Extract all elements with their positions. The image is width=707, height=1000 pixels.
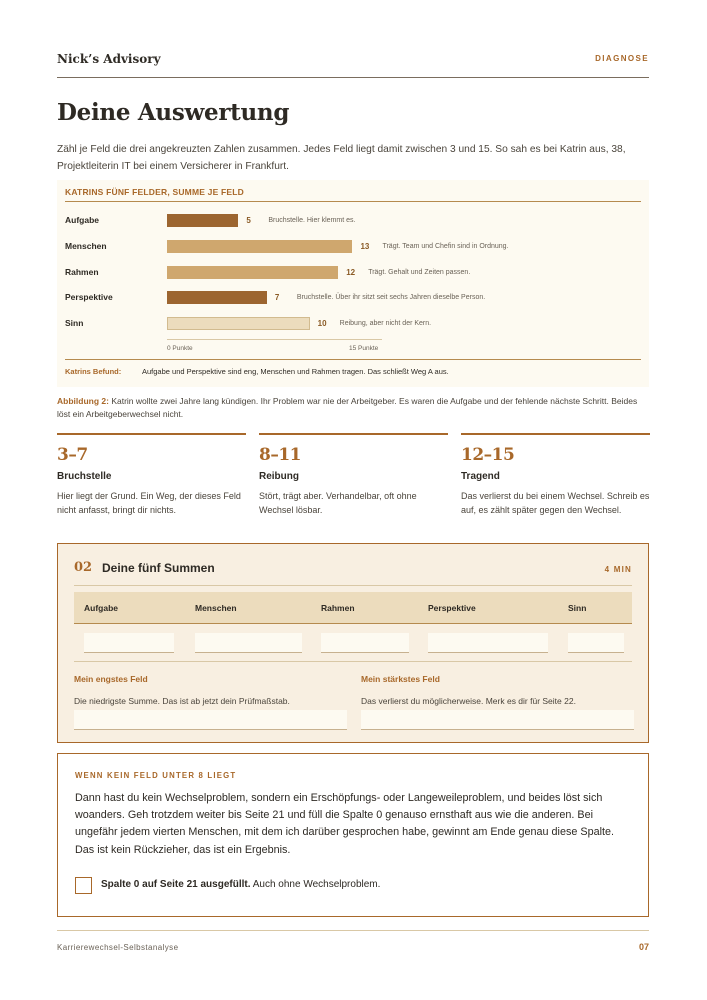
weakest-field-input[interactable] — [74, 710, 347, 730]
weakest-field-label: Mein engstes Feld — [74, 674, 148, 684]
category-label: Sinn — [65, 318, 84, 329]
category-label: Menschen — [65, 240, 107, 251]
range-name: Bruchstelle — [57, 471, 112, 482]
footer-divider — [57, 930, 649, 931]
bar-annotation: Trägt. Team und Chefin sind in Ordnung. — [382, 242, 509, 250]
sum-input-perspektive[interactable] — [428, 633, 548, 653]
callout-text: Dann hast du kein Wechselproblem, sondern ein Erschöpfungs- oder Langeweileproblem, und beides löst sich woanders. Geh trotzdem weiter bis Seite 21 und füll die Spalte 0 genauso ernsthaft aus wie die anderen. Bei ungefähr jedem vierten Menschen, mit dem ich darüber gesprochen habe, gewinnt am Ende genau diese Spalte. Das ist kein Rückzieher, das ist ein Ergebnis. — [75, 792, 614, 856]
bar — [167, 291, 267, 304]
axis-max-label: 15 Punkte — [349, 345, 379, 352]
range-name: Tragend — [461, 471, 500, 482]
column-header-rahmen: Rahmen — [321, 603, 355, 613]
section-tag: DIAGNOSE — [595, 54, 649, 63]
bar-value: 12 — [346, 267, 356, 277]
page-header — [57, 52, 649, 78]
range-reibung — [259, 433, 448, 517]
exercise-title: Deine fünf Summen — [102, 561, 215, 575]
range-description: Stört, trägt aber. Verhandelbar, oft ohne Wechsel lösbar. — [259, 491, 417, 515]
axis-line — [167, 339, 382, 340]
checkbox[interactable] — [75, 877, 92, 894]
caption-label: Abbildung 2: — [57, 396, 109, 406]
brand-name: Nick’s Advisory — [57, 52, 161, 66]
range-name: Reibung — [259, 471, 299, 482]
weakest-field-description: Die niedrigste Summe. Das ist ab jetzt dein Prüfmaßstab. — [74, 696, 290, 706]
range-number: 3–7 — [57, 445, 88, 465]
exercise-number: 02 — [74, 560, 93, 575]
bar — [167, 266, 338, 279]
range-tragend — [461, 433, 650, 517]
checkbox-label — [101, 879, 380, 890]
category-label: Perspektive — [65, 292, 113, 303]
callout-box — [57, 753, 649, 917]
caption-text: Katrin wollte zwei Jahre lang kündigen. Ihr Problem war nie der Arbeitgeber. Es waren die Aufgabe und der fehlende nächste Schritt. Beides löst ein Arbeitgeberwechsel nicht. — [57, 396, 638, 419]
exercise-box — [57, 543, 649, 743]
footer-title: Karrierewechsel-Selbstanalyse — [57, 943, 179, 952]
bar-value: 13 — [360, 241, 370, 251]
strongest-field-label: Mein stärkstes Feld — [361, 674, 440, 684]
exercise-divider-2 — [74, 661, 632, 662]
befund-label: Katrins Befund: — [65, 367, 122, 376]
range-number: 12–15 — [461, 445, 515, 465]
sums-table-header — [74, 592, 632, 624]
bar — [167, 317, 310, 330]
range-description: Hier liegt der Grund. Ein Weg, der dieses Feld nicht anfasst, bringt dir nichts. — [57, 491, 241, 515]
bar-annotation: Bruchstelle. Über ihr sitzt seit sechs Jahren dieselbe Person. — [296, 294, 486, 302]
range-bruchstelle — [57, 433, 246, 517]
figure-divider — [65, 201, 641, 202]
bar-annotation: Bruchstelle. Hier klemmt es. — [268, 217, 356, 224]
sum-input-rahmen[interactable] — [321, 633, 409, 653]
column-header-perspektive: Perspektive — [428, 603, 476, 613]
strongest-field-description: Das verlierst du möglicherweise. Merk es dir für Seite 22. — [361, 696, 576, 706]
page-number: 07 — [638, 942, 649, 952]
range-description: Das verlierst du bei einem Wechsel. Schreib es auf, es zählt später gegen den Wechsel. — [461, 491, 650, 515]
checkbox-label-bold: Spalte 0 auf Seite 21 ausgefüllt. — [101, 879, 251, 890]
sum-input-aufgabe[interactable] — [84, 633, 174, 653]
callout-title: WENN KEIN FELD UNTER 8 LIEGT — [75, 771, 237, 780]
figure-katrin — [57, 180, 649, 387]
range-number: 8–11 — [259, 445, 301, 465]
bar-value: 5 — [246, 216, 251, 225]
bar-annotation: Trägt. Gehalt und Zeiten passen. — [368, 268, 471, 276]
bar-value: 7 — [274, 293, 280, 303]
bar-annotation: Reibung, aber nicht der Kern. — [339, 320, 432, 328]
category-label: Aufgabe — [65, 215, 99, 225]
bar-value: 10 — [317, 319, 327, 329]
bar — [167, 214, 238, 227]
befund-text: Aufgabe und Perspektive sind eng, Menschen und Rahmen tragen. Das schließt Weg A aus. — [142, 367, 449, 376]
sum-input-sinn[interactable] — [568, 633, 624, 653]
intro-paragraph: Zähl je Feld die drei angekreuzten Zahlen zusammen. Jedes Feld liegt damit zwischen 3 und 15. So sah es bei Katrin aus, 38, Projektleiterin IT bei einem Versicherer in Frankfurt. — [57, 144, 626, 172]
column-header-aufgabe: Aufgabe — [84, 603, 118, 613]
bar-row — [65, 316, 641, 332]
checkbox-label-rest: Auch ohne Wechselproblem. — [250, 879, 381, 890]
column-header-sinn: Sinn — [568, 603, 587, 613]
bar-row — [65, 290, 641, 306]
axis-min-label: 0 Punkte — [167, 345, 193, 352]
bar-row — [65, 213, 641, 229]
sum-input-menschen[interactable] — [195, 633, 302, 653]
bar-row — [65, 239, 641, 255]
bar — [167, 240, 352, 253]
figure-title: KATRINS FÜNF FELDER, SUMME JE FELD — [65, 187, 245, 197]
exercise-duration: 4 MIN — [604, 565, 632, 574]
page-title: Deine Auswertung — [57, 99, 290, 126]
category-label: Rahmen — [65, 266, 99, 277]
figure-divider-bottom — [65, 359, 641, 360]
bar-row — [65, 265, 641, 281]
exercise-divider — [74, 585, 632, 586]
column-header-menschen: Menschen — [195, 603, 237, 613]
strongest-field-input[interactable] — [361, 710, 634, 730]
figure-caption — [57, 395, 647, 421]
